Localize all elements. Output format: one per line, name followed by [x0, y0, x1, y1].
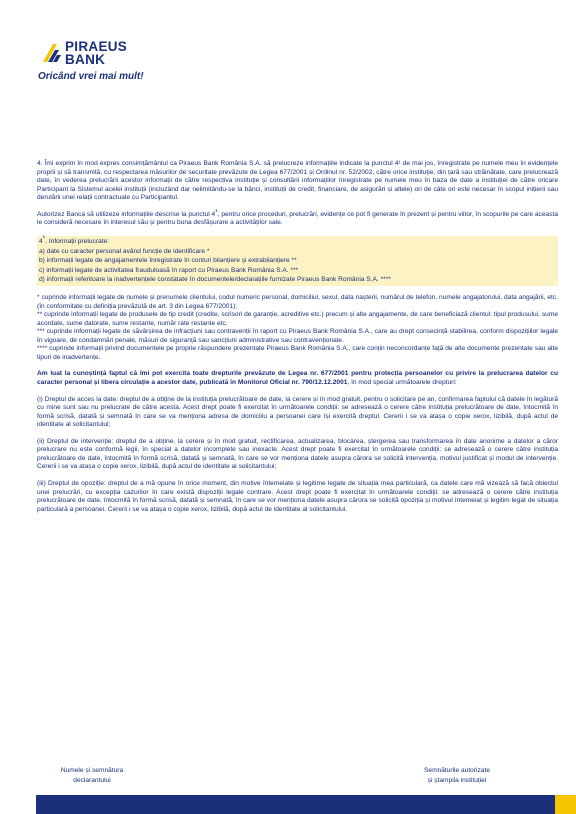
consent-text [37, 160, 558, 523]
authorization-text-end: , pentru orice proceduri, prelucrări, evidențe ce pot fi generate în prezent și pentru viitor, în scopurile pe care aceasta le consideră necesare în interesul său și pentru buna desfășurare a activităților sale. [37, 210, 558, 227]
processed-info-title-text: . Informații prelucrate: [45, 238, 109, 246]
right-of-access: (i) Dreptul de acces la date: dreptul de a obține de la instituția prelucrătoare de date, la cerere și în mod gratuit, pentru o solicitare pe an, confirmarea faptului că datele în legătură cu mine sunt sau nu prelucrate de către acesta. Acest drept poate fi exercitat în următoarele condiții: se adresează o cerere către instituția prelucrătoare de date, întocmită în formă scrisă, datată și semnată în care se va menționa adresa de domiciliu a persoanei care își exercită dreptul. Cererii i se va atașa o copie xerox, lizibilă, după actul de identitate al solicitantului; [37, 395, 558, 429]
processed-info-item-d: d) informații referitoare la inadvertențele constatate în documentele/declarațiile furnizate Piraeus Bank România S.A. **** [39, 276, 391, 284]
bank-name [65, 40, 127, 66]
tagline: Oricând vrei mai mult! [38, 71, 144, 82]
processed-info-item-a: a) date cu caracter personal având funcție de identificare * [39, 247, 210, 255]
processed-info-box [37, 236, 558, 286]
institution-signature-label [412, 766, 502, 785]
institution-signature-line2: și ștampila instituției [427, 776, 487, 784]
institution-signature-line1: Semnăturile autorizate [424, 767, 490, 774]
processed-info-title-superscript: 1 [42, 234, 46, 240]
right-of-intervention: (ii) Dreptul de intervenție: dreptul de a obține, la cerere și în mod gratuit, rectificarea, actualizarea, blocarea, ștergerea sau transformarea în date anonime a datelor a căror prelucrare nu este conformă legii, în special a datelor incomplete sau inexacte. Acest drept poate fi exercitat în următoarele condiții: se adresează o cerere către instituția prelucrătoare de date, întocmită în formă scrisă, datată și semnată, în care se vor menționa datele asupra cărora se solicită intervenția, motivul justificat și modul de intervenție. Cererii i se va atașa o copie xerox, lizibilă, după actul de identitate al solicitantului; [37, 437, 558, 471]
consent-paragraph-4: 4. Îmi exprim în mod expres consimțământul ca Piraeus Bank România S.A. să prelucreze informațiile indicate la punctul 4¹ de mai jos, înregistrate pe numele meu în evidențele proprii și să transmită, cu respectarea măsurilor de securitate prevăzute de Legea 677/2001 și Ordinul nr. 52/2002, către orice instituție, din țară sau străinătate, care prelucrează date, în vederea prelucrării acestor informații de către respectiva instituție și consultării informațiilor înregistrate pe numele meu în baza de date a instituției de către oricare Participant la Sistemul acelei instituții (incluzând dar nelimitându-se la bănci, instituții de credit, financiare, de asigurări și altele) ori de câte ori este necesar în scopul inițierii sau derulării unei relații contractuale cu Participantul. [37, 160, 558, 201]
rights-intro [37, 370, 558, 387]
rights-intro-bold: Am luat la cunoștință faptul că îmi pot exercita toate drepturile prevăzute de Legea nr. 677/2001 pentru protecția persoanelor cu privire la prelucrarea datelor cu caracter personal și libera circulație a acestor date, publicată în Monitorul Oficial nr. 790/12.12.2001 [37, 370, 558, 386]
processed-info-item-c: c) informații legate de activitatea frauduloasă în raport cu Piraeus Bank România S.A. *** [39, 266, 299, 274]
footnotes [37, 294, 558, 362]
processed-info-title-number: 4 [39, 238, 43, 246]
authorization-paragraph [37, 207, 558, 228]
bank-name-line2: BANK [65, 52, 106, 67]
right-of-opposition: (iii) Dreptul de opoziție: dreptul de a mă opune în orice moment, din motive întemeiate și legitime legate de situația mea particulară, ca datele care mă vizează să facă obiectul unei prelucrări, cu excepția cazurilor în care există dispoziții legale contrare. Acest drept poate fi exercitat în următoarele condiții: se adresează o cerere către instituția prelucrătoare de date, întocmită în formă scrisă, datată și semnată, în care se vor menționa datele asupra cărora se solicită opoziția și motivul întemeiat și legitim legat de situația particulară a persoanei. Cererii i se va atașa o copie xerox, lizibilă, după actul de identitate al solicitantului. [37, 480, 558, 513]
footnote-1: * cuprinde informații legate de numele și prenumele clientului, codul numeric personal, domiciliul, sexul, data nașterii, numărul de telefon, numele angajatorului, data angajării, etc. (în conformitate cu definiția prevăzută de art. 3 din Legea 677/2001); [37, 294, 558, 310]
declarant-signature-label [52, 766, 132, 785]
bank-logo [41, 40, 181, 90]
processed-info-item-b: b) informații legate de angajamentele înregistrate în conturi bilanțiere și extrabilanțiere ** [39, 257, 297, 265]
authorization-superscript: 1 [215, 207, 218, 213]
footer-accent [555, 795, 576, 814]
rights-intro-rest: , în mod special următoarele drepturi: [347, 378, 457, 386]
footer-band [36, 795, 576, 814]
declarant-signature-line1: Numele și semnătura [60, 767, 124, 774]
piraeus-logo-icon [41, 42, 63, 64]
bank-name-line1: PIRAEUS [65, 39, 128, 54]
footnote-2: ** cuprinde informații legate de produsele de tip credit (credite, scrisori de garanție, acreditive etc.) precum și alte angajamente, de care beneficiază clientul: tipul produsului, sume acordate, sume datorate, sume restante, număr rate restante etc. [37, 311, 558, 327]
processed-info-title [39, 234, 556, 247]
declarant-signature-line2: declarantului [73, 776, 111, 784]
footnote-3: *** cuprinde informații legate de săvârșirea de infracțiuni sau contravenții în raport cu Piraeus Bank România S.A., care au drept consecință stabilirea, conform dispozițiilor legale în vigoare, de condamnări penale, măsuri de siguranță sau sancțiuni administrative sau contravenționale. [37, 328, 558, 344]
authorization-text-start: Autorizez Banca să utilizeze informațiile descrise la punctul 4 [37, 210, 216, 218]
footnote-4: **** cuprinde informații privind documentele pe proprie răspundere prezentate Piraeus Bank România S.A., care conțin neconcordanțe față de alte documente prezentate sau alte tipuri de inadvertențe. [37, 345, 558, 361]
